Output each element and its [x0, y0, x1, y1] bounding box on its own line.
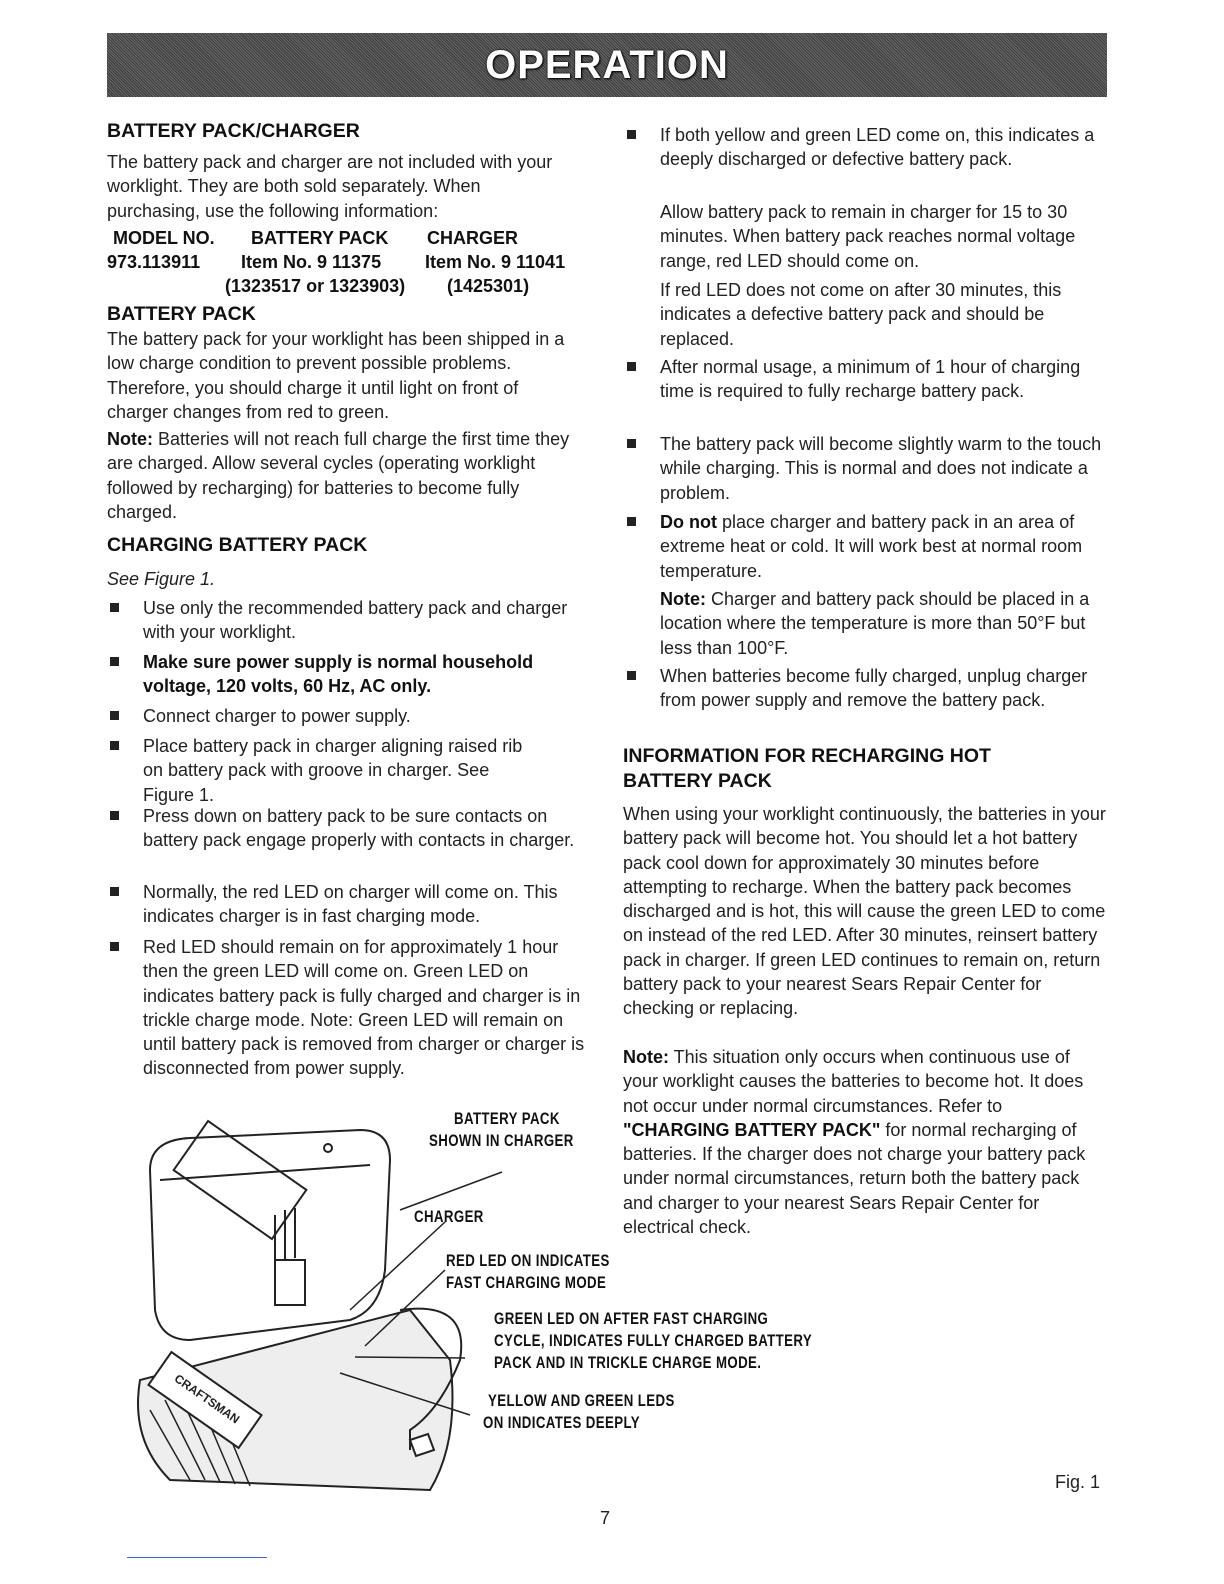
battery-item-number: Item No. 9 11375	[241, 252, 382, 272]
bullet-item: Press down on battery pack to be sure contacts on battery pack engage properly with contacts in charger.	[143, 804, 583, 853]
battery-alt-numbers: (1323517 or 1323903)	[225, 276, 406, 296]
label-charger: CHARGER	[414, 1207, 484, 1226]
see-figure: See Figure 1.	[107, 569, 216, 589]
label-deeply: ON INDICATES DEEPLY	[483, 1413, 640, 1432]
bullet-item: If both yellow and green LED come on, this indicates a deeply discharged or defective battery pack.	[660, 123, 1110, 172]
bullet-item: Place battery pack in charger aligning raised rib on battery pack with groove in charger. See Figure 1.	[143, 734, 543, 807]
bullet-item: When batteries become fully charged, unplug charger from power supply and remove the battery pack.	[660, 664, 1090, 713]
col-header-battery: BATTERY PACK	[251, 228, 389, 248]
label-red-led: RED LED ON INDICATES	[446, 1251, 610, 1270]
hot-battery-note: Note: This situation only occurs when continuous use of your worklight causes the batteries to become hot. It does not occur under normal circumstances. Refer to "CHARGING BATTERY PACK" for normal recharging of batteries. If the charger does not charge your battery pack under normal circumstances, return both the battery pack and charger to your nearest Sears Repair Center for electrical check.	[623, 1047, 1086, 1238]
bullet-item: Do not place charger and battery pack in an area of extreme heat or cold. It will work best at normal room temperature.	[660, 510, 1105, 583]
bullet-item: Red LED should remain on for approximately 1 hour then the green LED will come on. Green LED on indicates battery pack is fully charged and charger is in trickle charge mode. Note: Green LED will remain on until battery pack is removed from charger or charger is disconnected from power supply.	[143, 935, 588, 1081]
intro-paragraph: The battery pack and charger are not included with your worklight. They are both sold separately. When purchasing, use the following information:	[107, 152, 553, 221]
brand-logo: CRAFTSMAN	[171, 1371, 243, 1427]
footer-divider	[127, 1557, 267, 1558]
label-yellow-green-leds: YELLOW AND GREEN LEDS	[488, 1391, 675, 1410]
note-paragraph: Note: Batteries will not reach full charge the first time they are charged. Allow several cycles (operating worklight followed by recharging) for batteries to become fully charged.	[107, 429, 570, 522]
figure-caption: Fig. 1	[1055, 1472, 1101, 1492]
label-trickle-charge: PACK AND IN TRICKLE CHARGE MODE.	[494, 1353, 762, 1372]
col-header-charger: CHARGER	[427, 228, 519, 248]
heading-battery-pack-charger: BATTERY PACK/CHARGER	[107, 120, 360, 142]
bullet-item: Connect charger to power supply.	[143, 704, 573, 728]
col-header-model: MODEL NO.	[113, 228, 215, 248]
model-number: 973.113911	[107, 252, 201, 272]
label-battery-pack: BATTERY PACK	[454, 1109, 560, 1128]
charger-alt-number: (1425301)	[447, 276, 530, 296]
charger-illustration	[110, 1110, 630, 1500]
hot-battery-paragraph: When using your worklight continuously, the batteries in your battery pack will become hot. You should let a hot battery pack cool down for approximately 30 minutes before attempting to recharge. When the battery pack becomes discharged and is hot, this will cause the green LED to come on instead of the red LED. After 30 minutes, reinsert battery pack in charger. If green LED continues to remain on, return battery pack to your nearest Sears Repair Center for checking or replacing.	[623, 804, 1106, 1019]
bullet-item: Make sure power supply is normal household voltage, 120 volts, 60 Hz, AC only.	[143, 650, 583, 699]
label-fully-charged: CYCLE, INDICATES FULLY CHARGED BATTERY	[494, 1331, 813, 1350]
note-paragraph: Note: Charger and battery pack should be placed in a location where the temperature is more than 50°F but less than 100°F.	[660, 589, 1090, 658]
battery-pack-paragraph: The battery pack for your worklight has been shipped in a low charge condition to prevent possible problems. Therefore, you should charge it until light on front of charger changes from red to green.	[107, 329, 565, 422]
charger-item-number: Item No. 9 11041	[425, 252, 566, 272]
bullet-item: The battery pack will become slightly warm to the touch while charging. This is normal and does not indicate a problem.	[660, 432, 1110, 505]
heading-charging-battery-pack: CHARGING BATTERY PACK	[107, 534, 368, 556]
heading-hot-battery: INFORMATION FOR RECHARGING HOT BATTERY PACK	[623, 745, 991, 792]
page-number: 7	[600, 1508, 611, 1528]
label-green-led: GREEN LED ON AFTER FAST CHARGING	[494, 1309, 769, 1328]
section-banner	[107, 33, 1107, 97]
label-shown-in-charger: SHOWN IN CHARGER	[429, 1131, 574, 1150]
bullet-item: Normally, the red LED on charger will come on. This indicates charger is in fast charging mode.	[143, 880, 573, 929]
bullet-item: After normal usage, a minimum of 1 hour of charging time is required to fully recharge battery pack.	[660, 355, 1100, 404]
label-fast-charging: FAST CHARGING MODE	[446, 1273, 607, 1292]
heading-battery-pack: BATTERY PACK	[107, 303, 256, 325]
section-title: OPERATION	[485, 42, 729, 87]
bullet-item: Use only the recommended battery pack and charger with your worklight.	[143, 596, 573, 645]
paragraph: Allow battery pack to remain in charger for 15 to 30 minutes. When battery pack reaches normal voltage range, red LED should come on.	[660, 202, 1076, 271]
paragraph: If red LED does not come on after 30 minutes, this indicates a defective battery pack and should be replaced.	[660, 280, 1062, 349]
